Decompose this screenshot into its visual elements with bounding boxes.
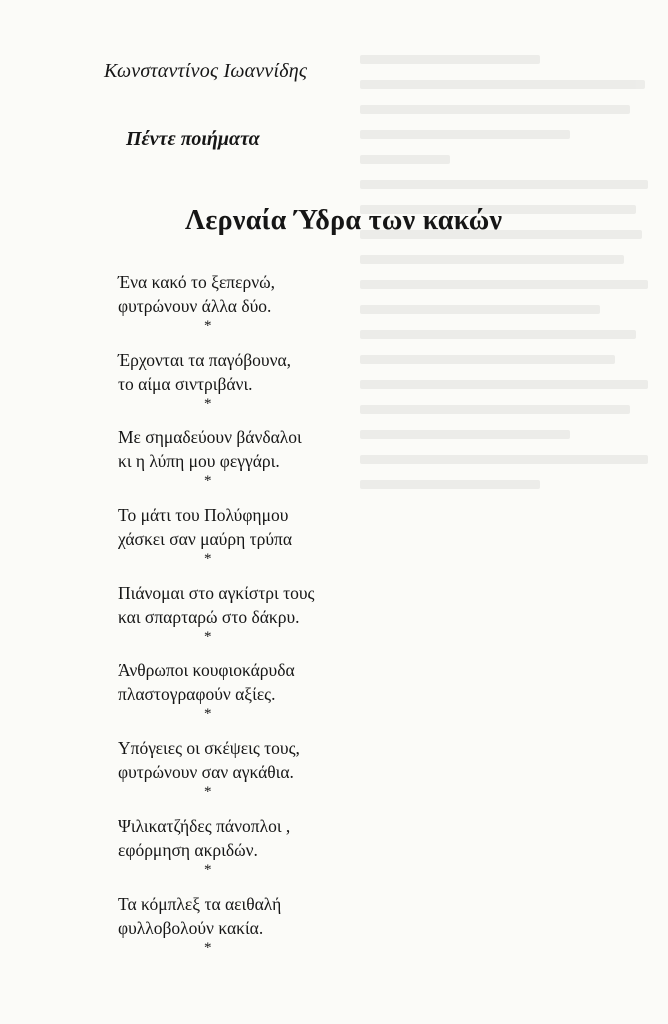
poem-line: Υπόγειες οι σκέψεις τους, [118, 738, 300, 759]
stanza [118, 425, 418, 503]
stanza-separator: * [204, 784, 212, 801]
stanza [118, 736, 418, 814]
stanza-separator: * [204, 551, 212, 568]
stanza-separator: * [204, 473, 212, 490]
stanza-separator: * [204, 628, 212, 645]
poem-body [118, 270, 418, 969]
poem-line: το αίμα σιντριβάνι. [118, 373, 253, 394]
stanza-separator: * [204, 318, 212, 334]
poem-line: πλαστογραφούν αξίες. [118, 684, 276, 705]
stanza [118, 503, 418, 581]
poem-line: Έρχονται τα παγόβουνα, [118, 349, 292, 370]
stanza [118, 658, 418, 736]
poem-line: κι η λύπη μου φεγγάρι. [118, 451, 280, 472]
poem-line: Ψιλικατζήδες πάνοπλοι , [118, 815, 291, 836]
poem-line: χάσκει σαν μαύρη τρύπα [118, 529, 293, 550]
poem-line: φυτρώνουν άλλα δύο. [118, 296, 272, 316]
stanza-separator: * [204, 939, 212, 956]
section-title: Πέντε ποιήματα [126, 128, 260, 150]
poem-line: φυλλοβολούν κακία. [118, 917, 264, 938]
stanza-separator: * [204, 395, 212, 412]
stanza [118, 348, 418, 426]
author-name: Κωνσταντίνος Ιωαννίδης [104, 60, 308, 82]
poem-line: Ένα κακό το ξεπερνώ, [118, 272, 276, 292]
stanza-separator: * [204, 861, 212, 878]
stanza-separator: * [204, 706, 212, 723]
poem-line: Πιάνομαι στο αγκίστρι τους [118, 582, 315, 603]
stanza [118, 270, 418, 348]
poem-line: Με σημαδεύουν βάνδαλοι [118, 427, 302, 448]
stanza [118, 814, 418, 892]
poem-line: Άνθρωποι κουφιοκάρυδα [118, 660, 295, 681]
poem-line: και σπαρταρώ στο δάκρυ. [118, 606, 300, 627]
poem-line: Το μάτι του Πολύφημου [118, 505, 289, 526]
poem-line: φυτρώνουν σαν αγκάθια. [118, 762, 294, 783]
poem-line: Τα κόμπλεξ τα αειθαλή [118, 893, 282, 914]
stanza [118, 892, 418, 970]
poem-title: Λερναία Ύδρα των κακών [185, 205, 503, 236]
stanza [118, 581, 418, 659]
poem-line: εφόρμηση ακριδών. [118, 839, 258, 860]
